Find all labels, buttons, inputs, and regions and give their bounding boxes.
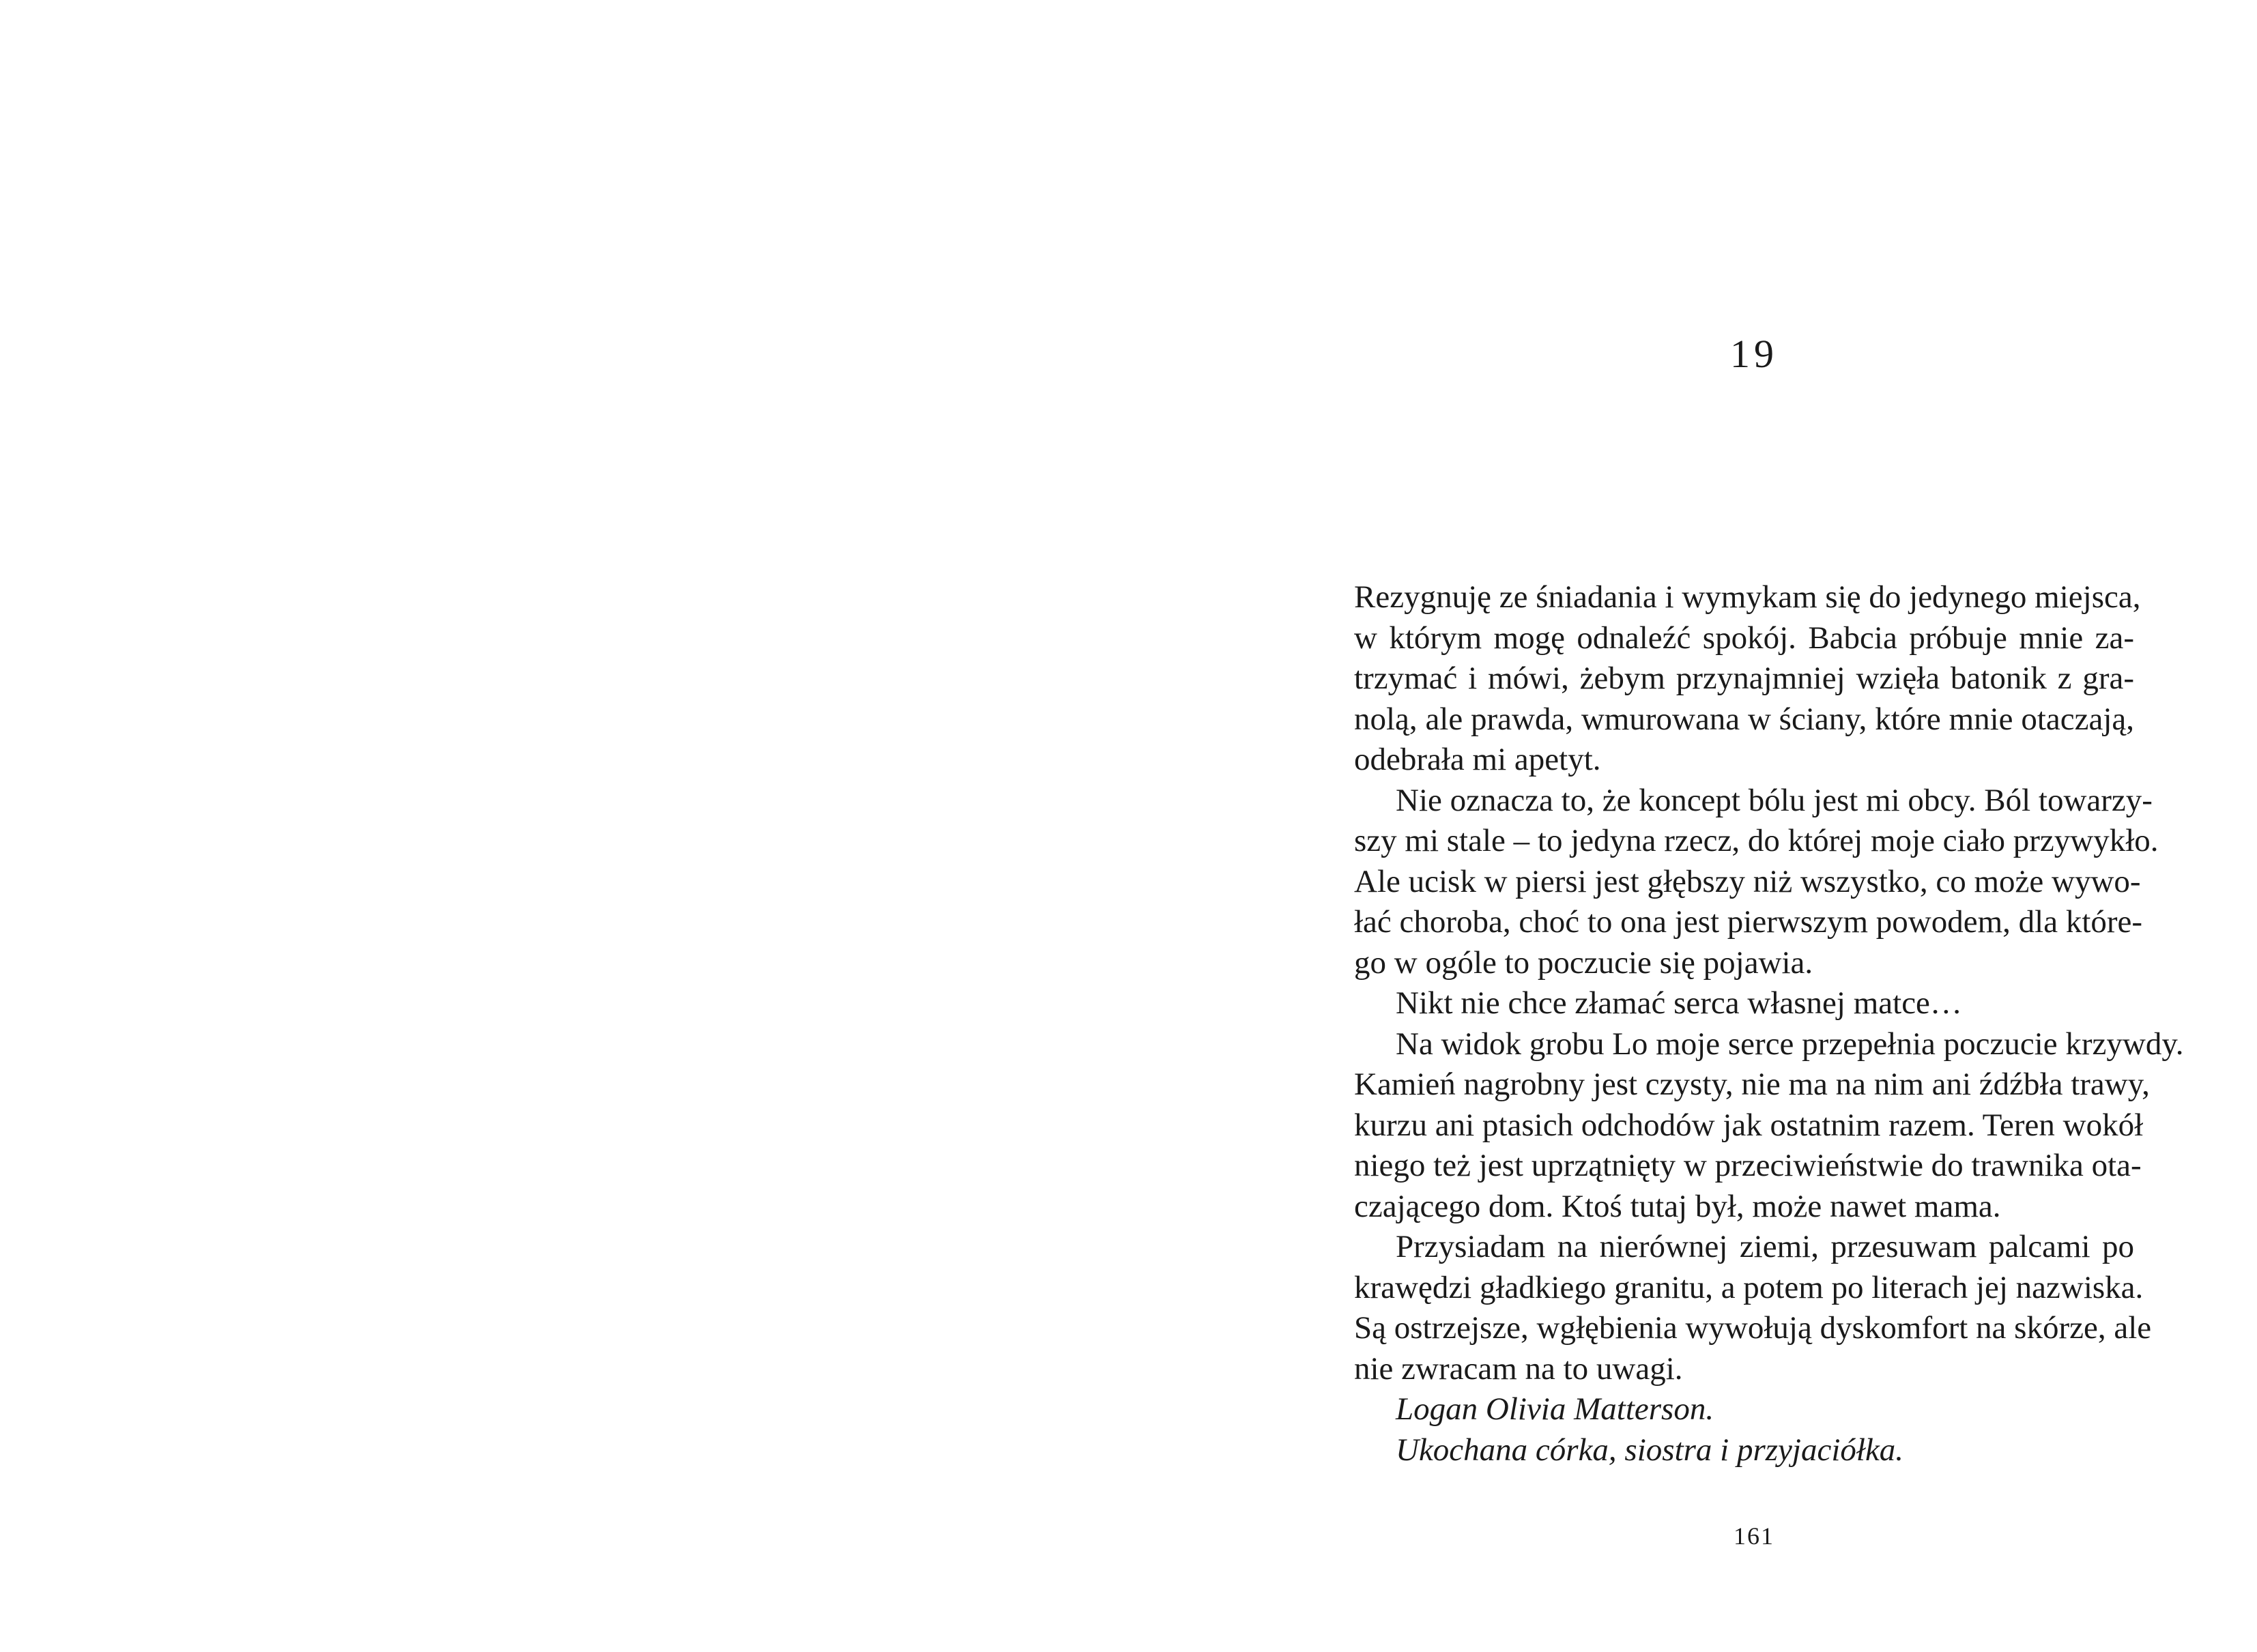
- text-line: Są ostrzejsze, wgłębienia wywołują dyskomfort na skórze, ale: [1354, 1310, 2152, 1346]
- text-line: trzymać i mówi, żebym przynajmniej wzięła batonik z gra-: [1354, 661, 2134, 696]
- text-line: Na widok grobu Lo moje serce przepełnia poczucie krzywdy.: [1396, 1026, 2184, 1062]
- chapter-number: 19: [1730, 332, 1778, 376]
- text-line-italic: Logan Olivia Matterson.: [1396, 1391, 1714, 1427]
- text-line: Kamień nagrobny jest czysty, nie ma na nim ani źdźbła trawy,: [1354, 1067, 2150, 1102]
- left-page-blank: [0, 0, 1128, 1652]
- text-line: nolą, ale prawda, wmurowana w ściany, które mnie otaczają,: [1354, 701, 2134, 737]
- text-line: Przysiadam na nierównej ziemi, przesuwam palcami po: [1396, 1229, 2134, 1264]
- text-line: go w ogóle to poczucie się pojawia.: [1354, 944, 1813, 981]
- text-line: w którym mogę odnaleźć spokój. Babcia próbuje mnie za-: [1354, 620, 2134, 656]
- text-line: szy mi stale – to jedyna rzecz, do której moje ciało przywykło.: [1354, 823, 2159, 858]
- text-line: kurzu ani ptasich odchodów jak ostatnim razem. Teren wokół: [1354, 1107, 2144, 1143]
- text-line: krawędzi gładkiego granitu, a potem po literach jej nazwiska.: [1354, 1269, 2144, 1305]
- text-line: nie zwracam na to uwagi.: [1354, 1350, 1683, 1387]
- text-line: Rezygnuję ze śniadania i wymykam się do jedynego miejsca,: [1354, 579, 2141, 615]
- text-line: Nie oznacza to, że koncept bólu jest mi obcy. Ból towarzy-: [1396, 782, 2153, 818]
- text-line-italic: Ukochana córka, siostra i przyjaciółka.: [1396, 1432, 1904, 1468]
- text-line: Ale ucisk w piersi jest głębszy niż wszystko, co może wywo-: [1354, 863, 2141, 899]
- text-line: Nikt nie chce złamać serca własnej matce…: [1396, 985, 1962, 1021]
- text-line: odebrała mi apetyt.: [1354, 742, 1601, 777]
- page-number: 161: [1734, 1522, 1774, 1550]
- text-line: łać choroba, choć to ona jest pierwszym powodem, dla które-: [1354, 904, 2143, 940]
- text-line: niego też jest uprzątnięty w przeciwieństwie do trawnika ota-: [1354, 1148, 2142, 1183]
- chapter-text: [1354, 577, 2184, 1470]
- text-line: czającego dom. Ktoś tutaj był, może nawet mama.: [1354, 1188, 2001, 1224]
